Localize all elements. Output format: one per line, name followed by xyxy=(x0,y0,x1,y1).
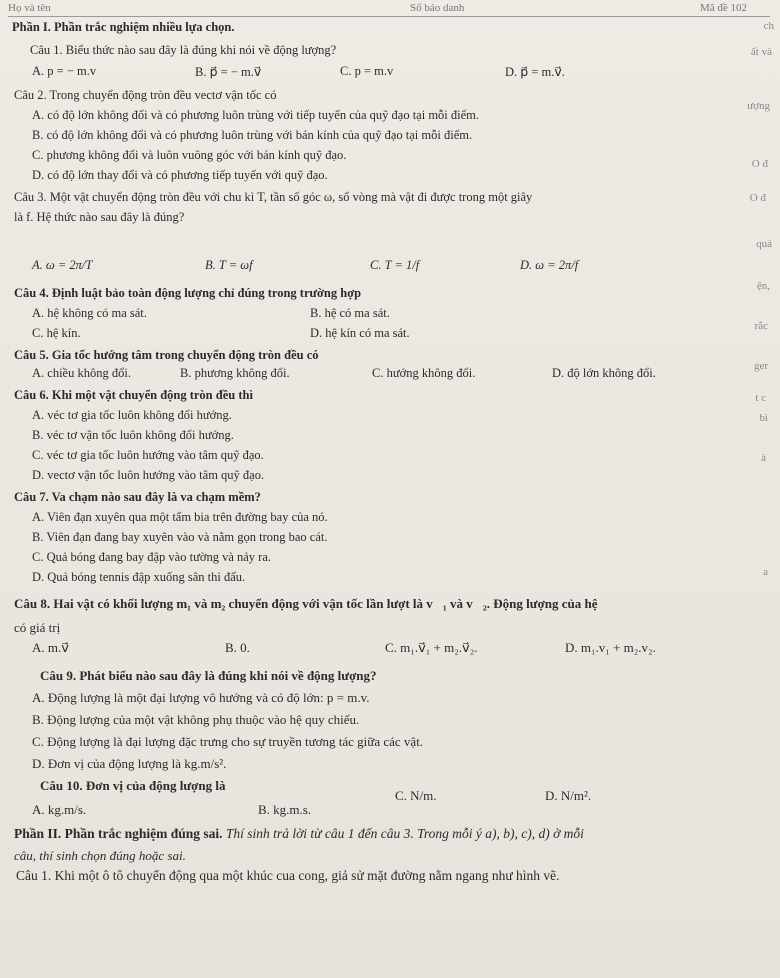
margin-note: à xyxy=(761,452,766,464)
q1-option-d: D. p⃗ = m.v⃗. xyxy=(505,65,565,79)
q8-stem-line1: Câu 8. Hai vật có khối lượng m₁ và m₂ chuyển động với vận tốc lần lượt là v⃗₁ và v⃗₂. Động lượng của hệ xyxy=(14,596,598,611)
q10-stem: Câu 10. Đơn vị của động lượng là xyxy=(40,778,226,793)
q3-option-d: D. ω = 2π/f xyxy=(520,258,579,272)
q7-stem: Câu 7. Va chạm nào sau đây là va chạm mềm? xyxy=(14,490,261,504)
q3-option-c: C. T = 1/f xyxy=(370,258,420,272)
margin-note: ất và xyxy=(750,46,772,58)
margin-note: O đ xyxy=(751,158,768,170)
q8-option-c: C. m₁.v⃗₁ + m₂.v⃗₂. xyxy=(385,640,478,655)
margin-note: ượng xyxy=(747,100,770,112)
q7-option-b: B. Viên đạn đang bay xuyên vào và nằm gọn trong bao cát. xyxy=(32,530,328,544)
q8-option-b: B. 0. xyxy=(225,640,250,655)
q2-option-d: D. có độ lớn thay đổi và có phương tiếp tuyến với quỹ đạo. xyxy=(32,168,328,182)
margin-note: bì xyxy=(759,412,768,424)
part2-instruction-line2: câu, thí sinh chọn đúng hoặc sai. xyxy=(14,848,186,863)
q8-option-d: D. m₁.v₁ + m₂.v₂. xyxy=(565,640,656,655)
q3-option-b: B. T = ωf xyxy=(205,258,253,272)
q1-option-b: B. p⃗ = − m.v⃗ xyxy=(195,65,262,79)
q4-option-d: D. hệ kín có ma sát. xyxy=(310,326,410,340)
q9-option-b: B. Động lượng của một vật không phụ thuộc vào hệ quy chiếu. xyxy=(32,712,360,727)
q7-option-d: D. Quả bóng tennis đập xuống sân thi đấu. xyxy=(32,570,246,584)
margin-note: quả xyxy=(756,238,772,250)
q6-option-a: A. véc tơ gia tốc luôn không đổi hướng. xyxy=(32,408,232,422)
q5-option-c: C. hướng không đổi. xyxy=(372,366,476,380)
name-label: Họ và tên xyxy=(8,2,51,14)
q5-option-d: D. độ lớn không đổi. xyxy=(552,366,656,380)
q2-option-c: C. phương không đổi và luôn vuông góc với bán kính quỹ đạo. xyxy=(32,148,347,162)
q3-stem-line2: là f. Hệ thức nào sau đây là đúng? xyxy=(14,210,185,224)
margin-note: ện, xyxy=(756,280,770,292)
q7-option-c: C. Quả bóng đang bay đập vào tường và nảy ra. xyxy=(32,550,272,564)
q2-option-b: B. có độ lớn không đổi và có phương luôn trùng với bán kính của quỹ đạo tại mỗi điểm. xyxy=(32,128,473,142)
q1-option-a: A. p = − m.v xyxy=(32,64,97,78)
q9-option-a: A. Động lượng là một đại lượng vô hướng và có độ lớn: p = m.v. xyxy=(32,690,370,705)
q9-option-d: D. Đơn vị của động lượng là kg.m/s². xyxy=(32,756,227,771)
q1-stem: Câu 1. Biểu thức nào sau đây là đúng khi nói về động lượng? xyxy=(30,43,337,57)
q7-option-a: A. Viên đạn xuyên qua một tấm bia trên đường bay của nó. xyxy=(32,510,328,524)
margin-note: ger xyxy=(753,360,768,372)
part2-title: Phần II. Phần trắc nghiệm đúng sai. xyxy=(14,826,223,841)
margin-note: ch xyxy=(763,20,774,32)
part2-instruction: Thí sinh trả lời từ câu 1 đến câu 3. Trong mỗi ý a), b), c), d) ở mỗi xyxy=(225,826,584,841)
q4-option-c: C. hệ kín. xyxy=(32,326,81,340)
q3-option-a: A. ω = 2π/T xyxy=(32,258,93,272)
header-divider xyxy=(8,16,770,17)
q2-stem: Câu 2. Trong chuyển động tròn đều vectơ vận tốc có xyxy=(14,88,277,102)
q4-option-a: A. hệ không có ma sát. xyxy=(32,306,147,320)
q8-option-a: A. m.v⃗ xyxy=(32,640,69,655)
q8-stem-line2: có giá trị xyxy=(14,620,61,635)
exam-code: Mã đề 102 xyxy=(700,2,748,14)
q10-option-c: C. N/m. xyxy=(395,788,437,803)
q1-option-c: C. p = m.v xyxy=(340,64,394,78)
q9-stem: Câu 9. Phát biểu nào sau đây là đúng khi nói về động lượng? xyxy=(40,668,377,683)
margin-note: t c xyxy=(755,392,766,404)
part1-title: Phần I. Phần trắc nghiệm nhiều lựa chọn. xyxy=(12,20,235,34)
margin-note: a xyxy=(763,566,768,578)
part2-q1-stem: Câu 1. Khi một ô tô chuyển động qua một khúc cua cong, giả sử mặt đường nằm ngang như hình vẽ. xyxy=(16,868,560,883)
q5-option-b: B. phương không đổi. xyxy=(180,366,290,380)
q6-option-b: B. véc tơ vận tốc luôn không đổi hướng. xyxy=(32,428,234,442)
q3-stem-line1: Câu 3. Một vật chuyển động tròn đều với chu kì T, tần số góc ω, số vòng mà vật đi được trong một giây xyxy=(14,190,533,204)
q9-option-c: C. Động lượng là đại lượng đặc trưng cho sự truyền tương tác giữa các vật. xyxy=(32,734,424,749)
q5-stem: Câu 5. Gia tốc hướng tâm trong chuyển động tròn đều có xyxy=(14,348,319,362)
q5-option-a: A. chiều không đổi. xyxy=(32,366,131,380)
q4-option-b: B. hệ có ma sát. xyxy=(310,306,390,320)
q10-option-d: D. N/m². xyxy=(545,788,592,803)
margin-note: O đ xyxy=(749,192,766,204)
q4-stem: Câu 4. Định luật bảo toàn động lượng chỉ đúng trong trường hợp xyxy=(14,286,362,300)
q2-option-a: A. có độ lớn không đổi và có phương luôn trùng với tiếp tuyến của quỹ đạo tại mỗi điểm. xyxy=(32,108,480,122)
q10-option-b: B. kg.m.s. xyxy=(258,802,312,817)
q6-option-d: D. vectơ vận tốc luôn hướng vào tâm quỹ đạo. xyxy=(32,468,265,482)
margin-note: rắc xyxy=(754,320,768,332)
q6-stem: Câu 6. Khi một vật chuyển động tròn đều thì xyxy=(14,388,253,402)
q6-option-c: C. véc tơ gia tốc luôn hướng vào tâm quỹ đạo. xyxy=(32,448,264,462)
part2-heading xyxy=(14,826,584,841)
q10-option-a: A. kg.m/s. xyxy=(32,802,87,817)
sbd-label: Số báo danh xyxy=(410,2,465,14)
